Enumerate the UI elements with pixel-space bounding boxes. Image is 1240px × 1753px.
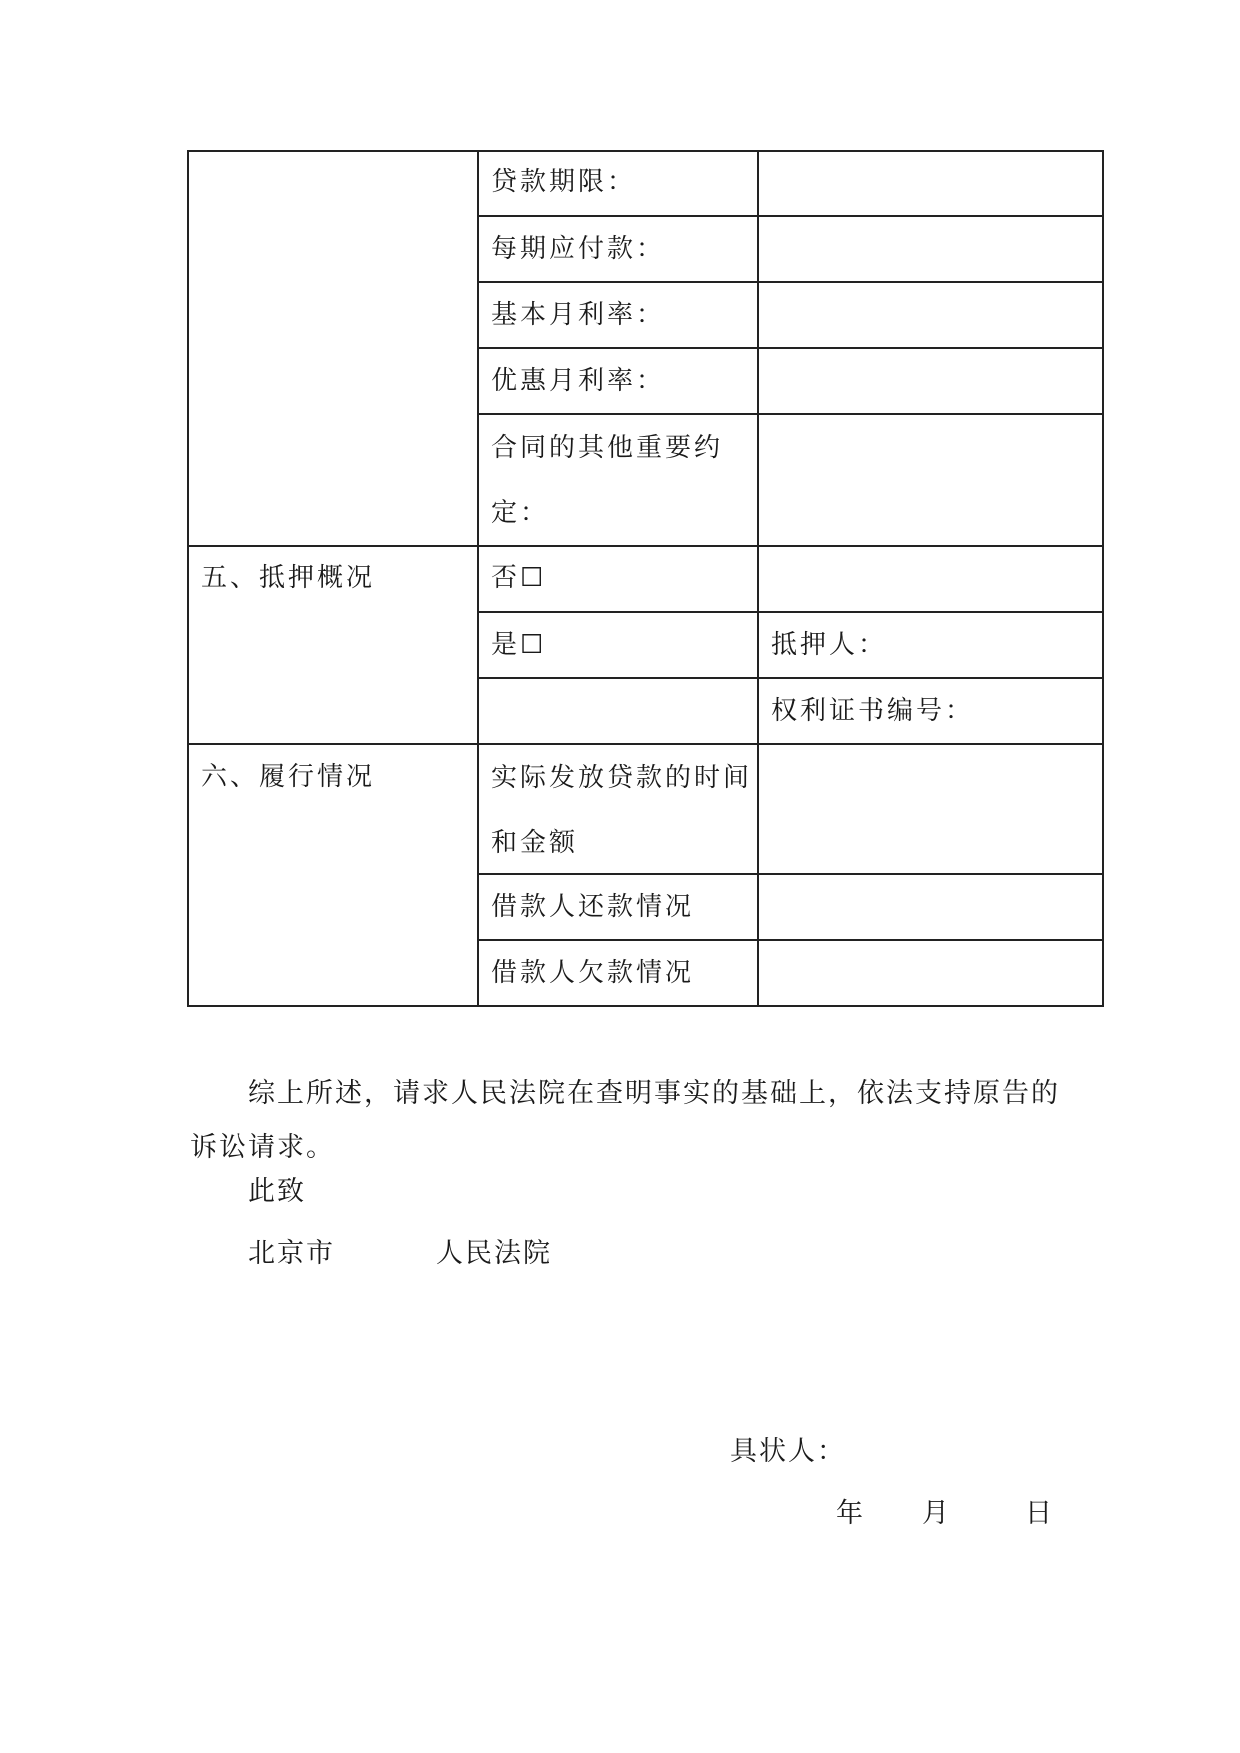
date-day: 日 bbox=[1025, 1498, 1054, 1529]
date-month: 月 bbox=[922, 1498, 951, 1529]
table-divider bbox=[477, 281, 1104, 283]
installment-payment-label: 每期应付款： bbox=[491, 234, 666, 264]
repayment-status-label: 借款人还款情况 bbox=[491, 892, 695, 922]
mortgagor-label: 抵押人： bbox=[771, 630, 888, 660]
table-divider bbox=[187, 743, 1104, 745]
signer-label: 具状人： bbox=[730, 1436, 846, 1467]
summary-paragraph: 综上所述，请求人民法院在查明事实的基础上，依法支持原告的诉讼请求。 bbox=[190, 1078, 1060, 1163]
table-divider bbox=[757, 150, 759, 1007]
salutation: 此致 bbox=[248, 1176, 306, 1207]
loan-term-label: 贷款期限： bbox=[491, 167, 637, 197]
table-border-left bbox=[187, 150, 189, 1007]
table-border-bottom bbox=[187, 1005, 1104, 1007]
arrears-status-label: 借款人欠款情况 bbox=[491, 958, 695, 988]
table-divider bbox=[477, 611, 1104, 613]
table-divider bbox=[477, 939, 1104, 941]
table-divider bbox=[477, 347, 1104, 349]
mortgage-section-label: 五、抵押概况 bbox=[201, 563, 376, 593]
mortgage-yes-checkbox[interactable]: 是☐ bbox=[491, 630, 547, 660]
table-divider bbox=[477, 677, 1104, 679]
disbursement-label: 实际发放贷款的时间和金额 bbox=[491, 763, 753, 858]
base-monthly-rate-label: 基本月利率： bbox=[491, 300, 666, 330]
other-terms-label: 合同的其他重要约定： bbox=[491, 433, 724, 528]
performance-section-label: 六、履行情况 bbox=[201, 762, 376, 792]
certificate-number-label: 权利证书编号： bbox=[771, 696, 975, 726]
table-divider bbox=[477, 215, 1104, 217]
table-divider bbox=[477, 413, 1104, 415]
discount-monthly-rate-label: 优惠月利率： bbox=[491, 366, 666, 396]
mortgage-no-checkbox[interactable]: 否☐ bbox=[491, 563, 547, 593]
court-suffix: 人民法院 bbox=[436, 1238, 552, 1269]
court-prefix: 北京市 bbox=[248, 1238, 335, 1269]
date-year: 年 bbox=[836, 1498, 865, 1529]
table-border-top bbox=[187, 150, 1104, 152]
table-divider bbox=[477, 150, 479, 1007]
table-border-right bbox=[1102, 150, 1104, 1007]
